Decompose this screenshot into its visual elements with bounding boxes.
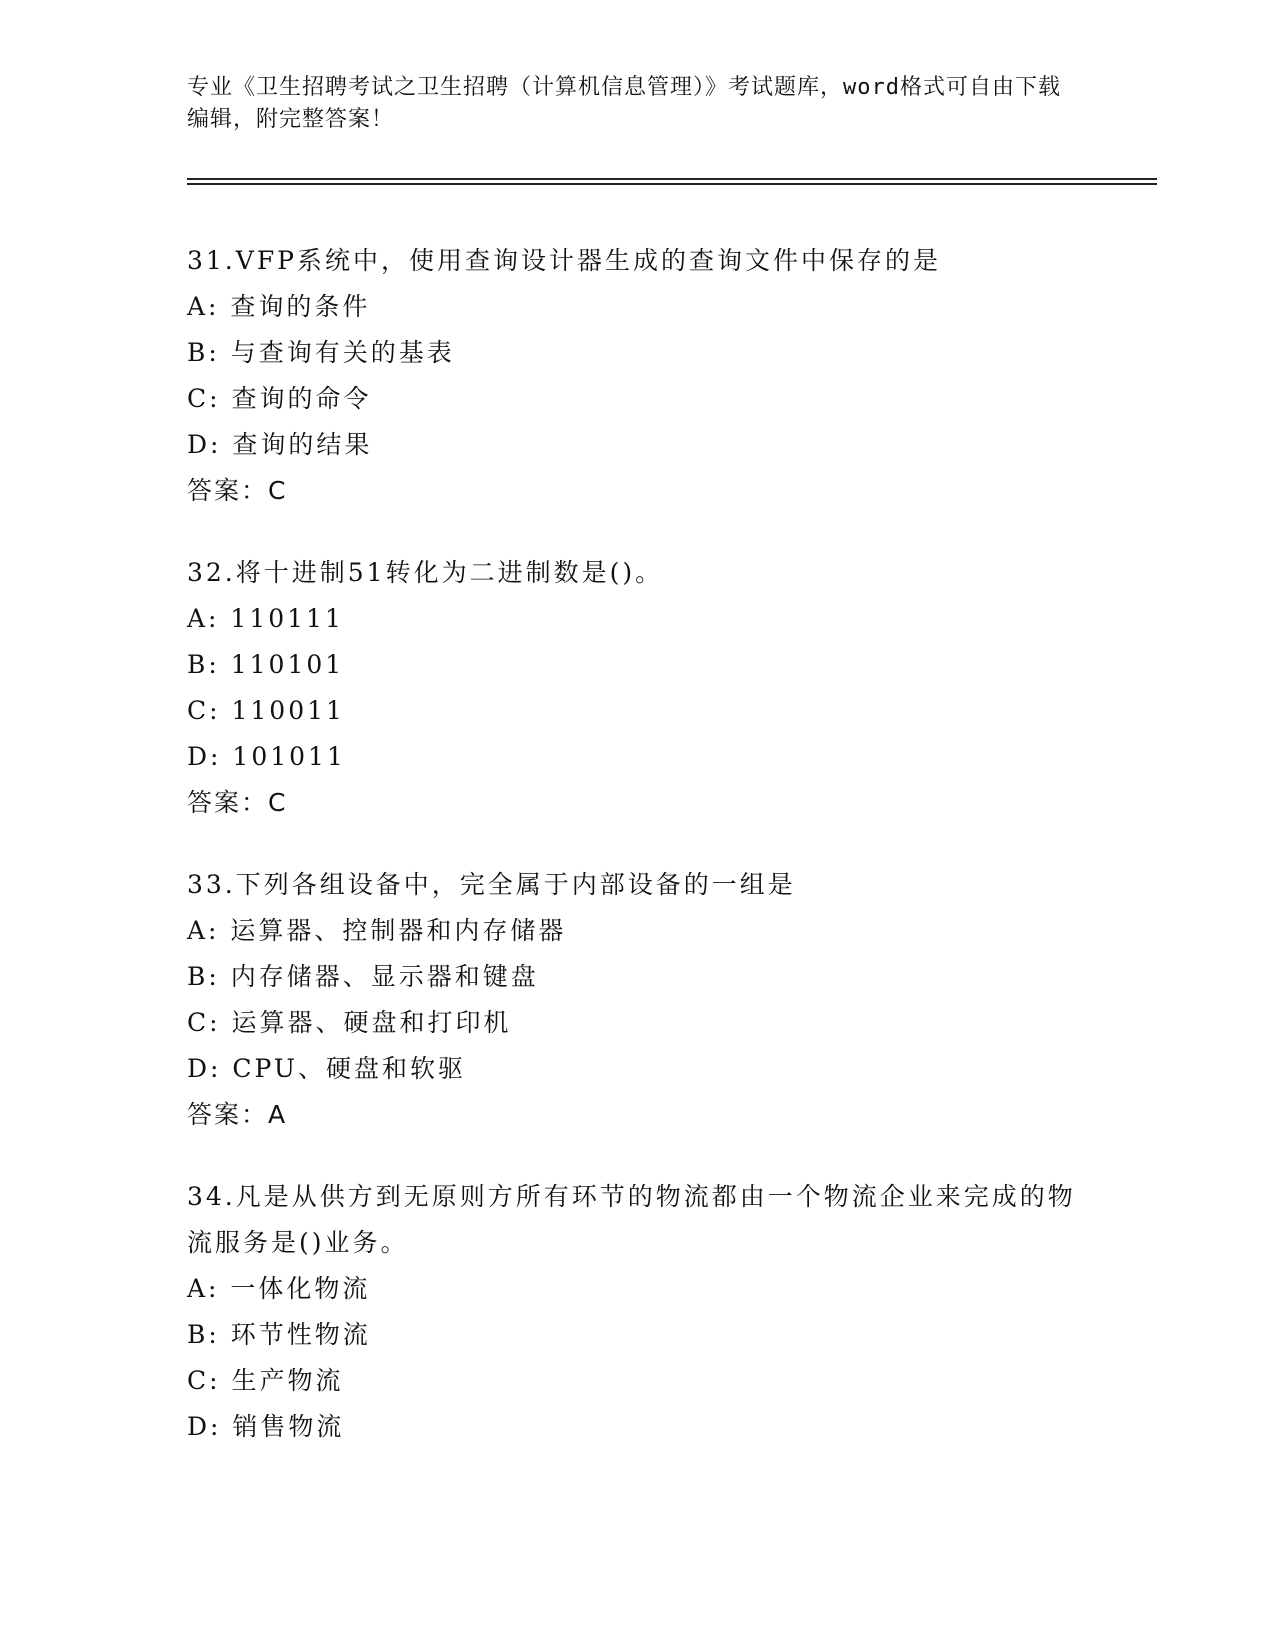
option-d: D: CPU、硬盘和软驱 <box>187 1054 466 1083</box>
answer-line: 答案：C <box>187 476 288 505</box>
option-a: A: 110111 <box>187 604 344 633</box>
question-stem: 33.下列各组设备中，完全属于内部设备的一组是 <box>187 870 796 899</box>
answer-line: 答案：A <box>187 1100 288 1129</box>
option-c: C: 运算器、硬盘和打印机 <box>187 1008 512 1037</box>
question-list <box>187 238 1087 1486</box>
option-c: C: 生产物流 <box>187 1366 344 1395</box>
question-34 <box>187 1174 1087 1450</box>
option-c: C: 110011 <box>187 696 345 725</box>
option-d: D: 101011 <box>187 742 346 771</box>
answer-line: 答案：C <box>187 788 288 817</box>
option-c: C: 查询的命令 <box>187 384 372 413</box>
option-b: B: 内存储器、显示器和键盘 <box>187 962 539 991</box>
header-divider-top <box>187 178 1157 180</box>
option-d: D: 查询的结果 <box>187 430 373 459</box>
question-stem: 32.将十进制51转化为二进制数是()。 <box>187 558 664 587</box>
option-a: A: 查询的条件 <box>187 292 371 321</box>
option-b: B: 环节性物流 <box>187 1320 371 1349</box>
option-a: A: 一体化物流 <box>187 1274 371 1303</box>
question-32 <box>187 550 1087 826</box>
question-31 <box>187 238 1087 514</box>
option-a: A: 运算器、控制器和内存储器 <box>187 916 567 945</box>
option-b: B: 与查询有关的基表 <box>187 338 455 367</box>
header-divider-bottom <box>187 183 1157 185</box>
document-intro: 专业《卫生招聘考试之卫生招聘（计算机信息管理）》考试题库，word格式可自由下载编辑，附完整答案！ <box>187 75 1061 132</box>
option-b: B: 110101 <box>187 650 345 679</box>
question-stem: 34.凡是从供方到无原则方所有环节的物流都由一个物流企业来完成的物流服务是()业务。 <box>187 1182 1076 1257</box>
question-stem: 31.VFP系统中，使用查询设计器生成的查询文件中保存的是 <box>187 246 941 275</box>
question-33 <box>187 862 1087 1138</box>
option-d: D: 销售物流 <box>187 1412 345 1441</box>
